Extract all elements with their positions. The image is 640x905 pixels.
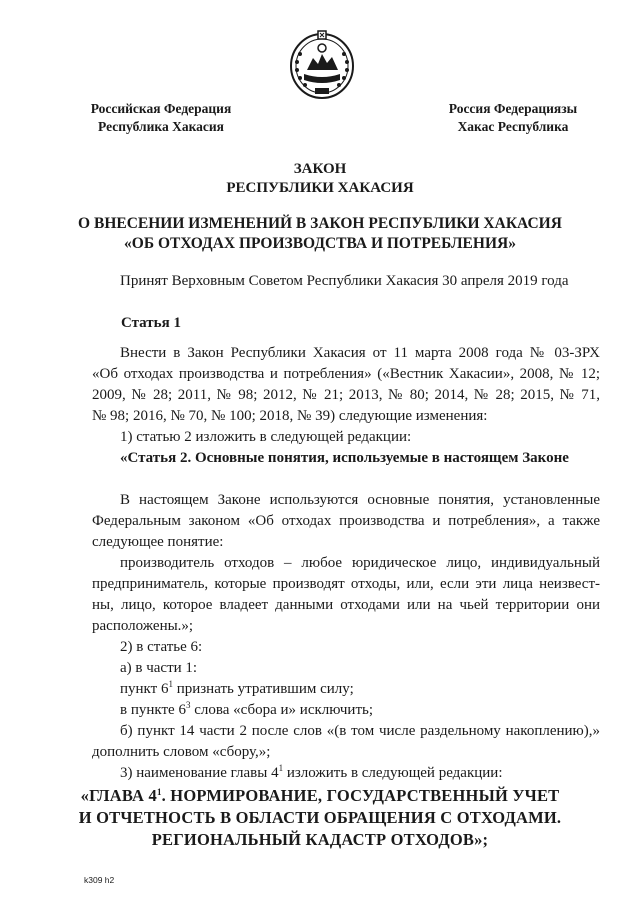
chapter-title-line	[0, 785, 640, 807]
list-item	[120, 763, 503, 784]
paragraph-line: Федеральным законом «Об отходах производства и потребления», а также	[92, 513, 600, 529]
chapter-title-line: И ОТЧЕТНОСТЬ В ОБЛАСТИ ОБРАЩЕНИЯ С ОТХОДАМИ.	[78, 808, 562, 827]
paragraph-line: предприниматель, которые производят отходы, или, если эти лица неизвест-	[92, 576, 600, 592]
paragraph-line: следующее понятие:	[92, 534, 224, 550]
header-right-line2: Хакас Республика	[457, 119, 569, 134]
law-subject-line2: «ОБ ОТХОДАХ ПРОИЗВОДСТВА И ПОТРЕБЛЕНИЯ»	[124, 235, 516, 252]
paragraph-line: В настоящем Законе используются основные понятия, установленные	[120, 492, 600, 508]
chapter-title-line: РЕГИОНАЛЬНЫЙ КАДАСТР ОТХОДОВ»;	[151, 830, 489, 849]
item-text: 3) наименование главы 4	[120, 765, 279, 781]
header-left-line1: Российская Федерация	[90, 101, 232, 116]
chapter-text: «ГЛАВА 4	[80, 786, 157, 805]
law-title	[0, 160, 640, 198]
document-code: k309 h2	[84, 875, 115, 885]
superscript: 1	[278, 763, 284, 773]
header-left	[86, 100, 236, 136]
list-item	[120, 679, 354, 700]
superscript: 1	[168, 679, 173, 689]
paragraph-line: № 98; 2016, № 70, № 100; 2018, № 39) следующие изменения:	[92, 408, 488, 424]
paragraph-line: производитель отходов – любое юридическое лицо, индивидуальный	[120, 555, 600, 571]
list-item: дополнить словом «сбору,»;	[92, 744, 271, 760]
list-item: б) пункт 14 части 2 после слов «(в том числе раздельному накоплению),»	[120, 723, 600, 739]
list-item	[120, 700, 373, 721]
law-title-line1: ЗАКОН	[293, 161, 347, 177]
header-right	[438, 100, 588, 136]
law-title-line2: РЕСПУБЛИКИ ХАКАСИЯ	[226, 180, 414, 196]
law-subject	[0, 214, 640, 254]
khakassia-coat-of-arms-icon	[287, 28, 357, 100]
list-item: 1) статью 2 изложить в следующей редакции:	[120, 429, 412, 445]
paragraph-line: Внести в Закон Республики Хакасия от 11 марта 2008 года № 03-ЗРХ	[120, 345, 600, 361]
list-item: 2) в статье 6:	[120, 639, 203, 655]
point-text: пункт 6	[120, 681, 169, 697]
point-text: в пункте 6	[120, 702, 186, 718]
quoted-article-heading: «Статья 2. Основные понятия, используемые в настоящем Законе	[120, 450, 569, 466]
article-heading: Статья 1	[121, 315, 181, 331]
point-text: слова «сбора и» исключить;	[190, 702, 374, 718]
paragraph-line: 2009, № 28; 2011, № 98; 2012, № 21; 2013, № 80; 2014, № 28; 2015, № 71,	[92, 387, 600, 403]
paragraph-line: ны, лицо, которое владеет данными отходами или на чьей территории они	[92, 597, 600, 613]
header-left-line2: Республика Хакасия	[98, 119, 224, 134]
list-item: а) в части 1:	[120, 660, 198, 676]
adoption-statement: Принят Верховным Советом Республики Хакасия 30 апреля 2019 года	[120, 273, 569, 289]
superscript: 1	[156, 787, 162, 797]
item-text: изложить в следующей редакции:	[283, 765, 503, 781]
header-right-line1: Россия Федерациязы	[448, 101, 578, 116]
paragraph-line: расположены.»;	[92, 618, 194, 634]
superscript: 3	[185, 700, 191, 710]
point-text: признать утратившим силу;	[172, 681, 354, 697]
paragraph-line: «Об отходах производства и потребления» («Вестник Хакасии», 2008, № 12;	[92, 366, 600, 382]
chapter-text: . НОРМИРОВАНИЕ, ГОСУДАРСТВЕННЫЙ УЧЕТ	[161, 786, 560, 805]
law-subject-line1: О ВНЕСЕНИИ ИЗМЕНЕНИЙ В ЗАКОН РЕСПУБЛИКИ ХАКАСИЯ	[78, 215, 562, 232]
